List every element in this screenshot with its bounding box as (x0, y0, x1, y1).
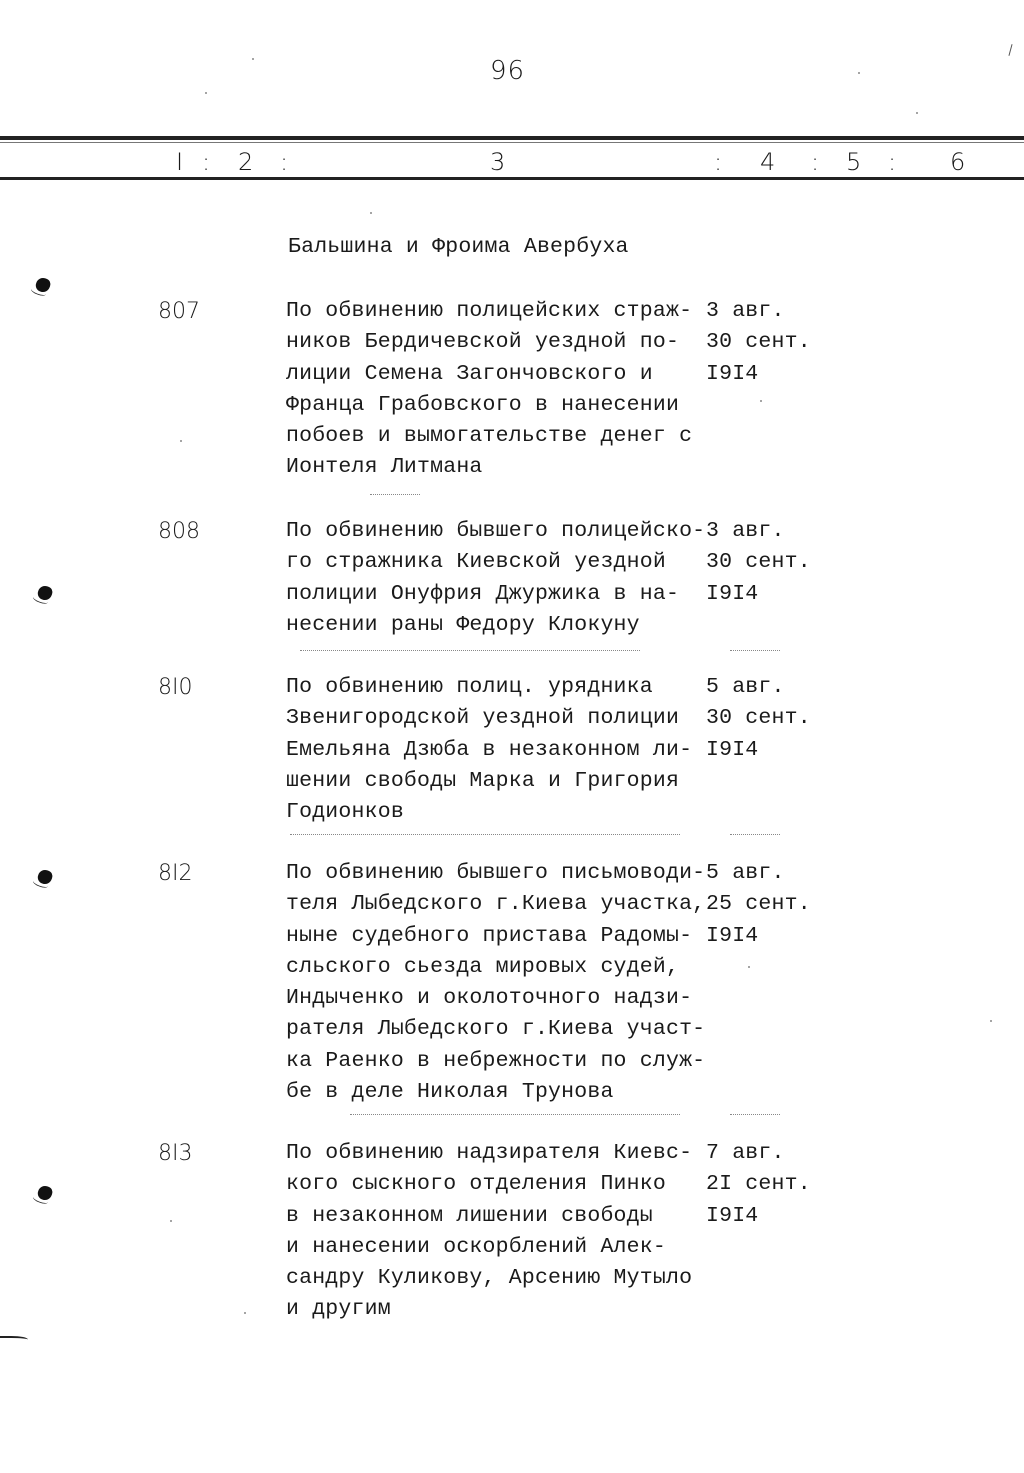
separator-line (290, 834, 680, 835)
description-line: и нанесении оскорблений Алек- (286, 1234, 666, 1259)
header-rule-top-thin (0, 142, 1024, 143)
start-date: 5 авг. (706, 861, 785, 885)
record-dates (706, 1138, 811, 1232)
start-date: 7 авг. (706, 1141, 785, 1165)
year: I9I4 (706, 1203, 759, 1228)
description-line: бе в деле Николая Трунова (286, 1080, 614, 1105)
record-dates (706, 858, 811, 952)
column-header-2: 2 (238, 148, 254, 176)
end-date: 30 сент. (706, 330, 811, 355)
description-line: Франца Грабовского в нанесении (286, 392, 680, 417)
description-line: и другим (286, 1297, 391, 1322)
description-line: в незаконном лишении свободы (286, 1203, 653, 1228)
description-line: По обвинению бывшего письмоводи- (286, 861, 706, 885)
description-line: Годионков (286, 800, 404, 825)
description-line: кого сыскного отделения Пинко (286, 1172, 666, 1197)
record-description (286, 516, 705, 641)
record-dates (706, 296, 811, 390)
description-line: ников Бердичевской уездной по- (286, 330, 680, 355)
paper-speck (170, 1220, 172, 1222)
record-dates (706, 672, 811, 766)
column-header-6: 6 (950, 148, 966, 176)
record-number: 8I3 (158, 1141, 193, 1166)
paper-speck (748, 966, 750, 968)
description-line: го стражника Киевской уездной (286, 550, 666, 575)
column-separator: : (811, 148, 820, 176)
column-header-3: 3 (490, 148, 506, 176)
record-number: 8I2 (158, 861, 193, 886)
record-description (286, 296, 692, 484)
record-number: 8I0 (158, 675, 193, 700)
start-date: 3 авг. (706, 299, 785, 323)
description-line: По обвинению надзирателя Киевс- (286, 1141, 693, 1165)
description-line: По обвинению полицейских страж- (286, 299, 693, 323)
column-header-5: 5 (846, 148, 862, 176)
paper-speck (858, 72, 860, 74)
record-number: 807 (158, 299, 200, 324)
continuation-text: Бальшина и Фроима Авербуха (288, 235, 629, 259)
page-number: 96 (490, 56, 526, 86)
paper-speck (990, 1020, 992, 1022)
separator-line (350, 1114, 680, 1115)
year: I9I4 (706, 581, 759, 606)
start-date: 3 авг. (706, 519, 785, 543)
description-line: шении свободы Марка и Григория (286, 768, 680, 793)
description-line: ныне судебного пристава Радомы- (286, 923, 693, 948)
header-rule-bottom (0, 177, 1024, 180)
column-separator: : (280, 148, 289, 176)
end-date: 2I сент. (706, 1172, 811, 1197)
description-line: лиции Семена Загончовского и (286, 361, 653, 386)
start-date: 5 авг. (706, 675, 785, 699)
description-line: несении раны Федору Клокуну (286, 612, 640, 637)
paper-speck (370, 212, 372, 214)
year: I9I4 (706, 737, 759, 762)
separator-line (730, 834, 780, 835)
paper-speck (244, 1312, 246, 1314)
corner-scan-mark (1008, 44, 1012, 56)
separator-line (300, 650, 640, 651)
record-description (286, 858, 705, 1108)
paper-speck (180, 440, 182, 442)
description-line: По обвинению полиц. урядника (286, 675, 653, 699)
punch-hole-mark (36, 1184, 54, 1202)
record-description (286, 672, 692, 828)
description-line: сандру Куликову, Арсению Мутыло (286, 1266, 693, 1291)
record-number: 808 (158, 519, 200, 544)
paper-speck (205, 92, 207, 94)
description-line: рателя Лыбедского г.Киева участ- (286, 1017, 706, 1042)
separator-line (370, 494, 420, 495)
description-line: Индыченко и околоточного надзи- (286, 986, 693, 1011)
column-header-1: I (176, 148, 184, 176)
description-line: ка Раенко в небрежности по служ- (286, 1048, 706, 1073)
punch-hole-mark (36, 868, 54, 886)
column-separator: : (202, 148, 211, 176)
punch-hole-mark (34, 276, 52, 294)
separator-line (730, 1114, 780, 1115)
description-line: теля Лыбедского г.Киева участка, (286, 892, 706, 917)
description-line: Емельяна Дзюба в незаконном ли- (286, 737, 693, 762)
paper-speck (760, 400, 762, 402)
edge-scan-mark (0, 1336, 28, 1342)
description-line: Ионтеля Литмана (286, 455, 483, 480)
column-header-4: 4 (760, 148, 776, 176)
end-date: 25 сент. (706, 892, 811, 917)
paper-speck (252, 58, 254, 60)
description-line: полиции Онуфрия Джуржика в на- (286, 581, 680, 606)
year: I9I4 (706, 361, 759, 386)
description-line: сльского сьезда мировых судей, (286, 954, 680, 979)
punch-hole-mark (36, 584, 54, 602)
description-line: побоев и вымогательстве денег с (286, 424, 693, 449)
year: I9I4 (706, 923, 759, 948)
record-dates (706, 516, 811, 610)
record-description (286, 1138, 692, 1326)
paper-speck (916, 112, 918, 114)
separator-line (730, 650, 780, 651)
column-separator: : (714, 148, 723, 176)
header-rule-top (0, 136, 1024, 140)
end-date: 30 сент. (706, 706, 811, 731)
description-line: Звенигородской уездной полиции (286, 706, 680, 731)
description-line: По обвинению бывшего полицейско- (286, 519, 706, 543)
end-date: 30 сент. (706, 550, 811, 575)
column-separator: : (888, 148, 897, 176)
